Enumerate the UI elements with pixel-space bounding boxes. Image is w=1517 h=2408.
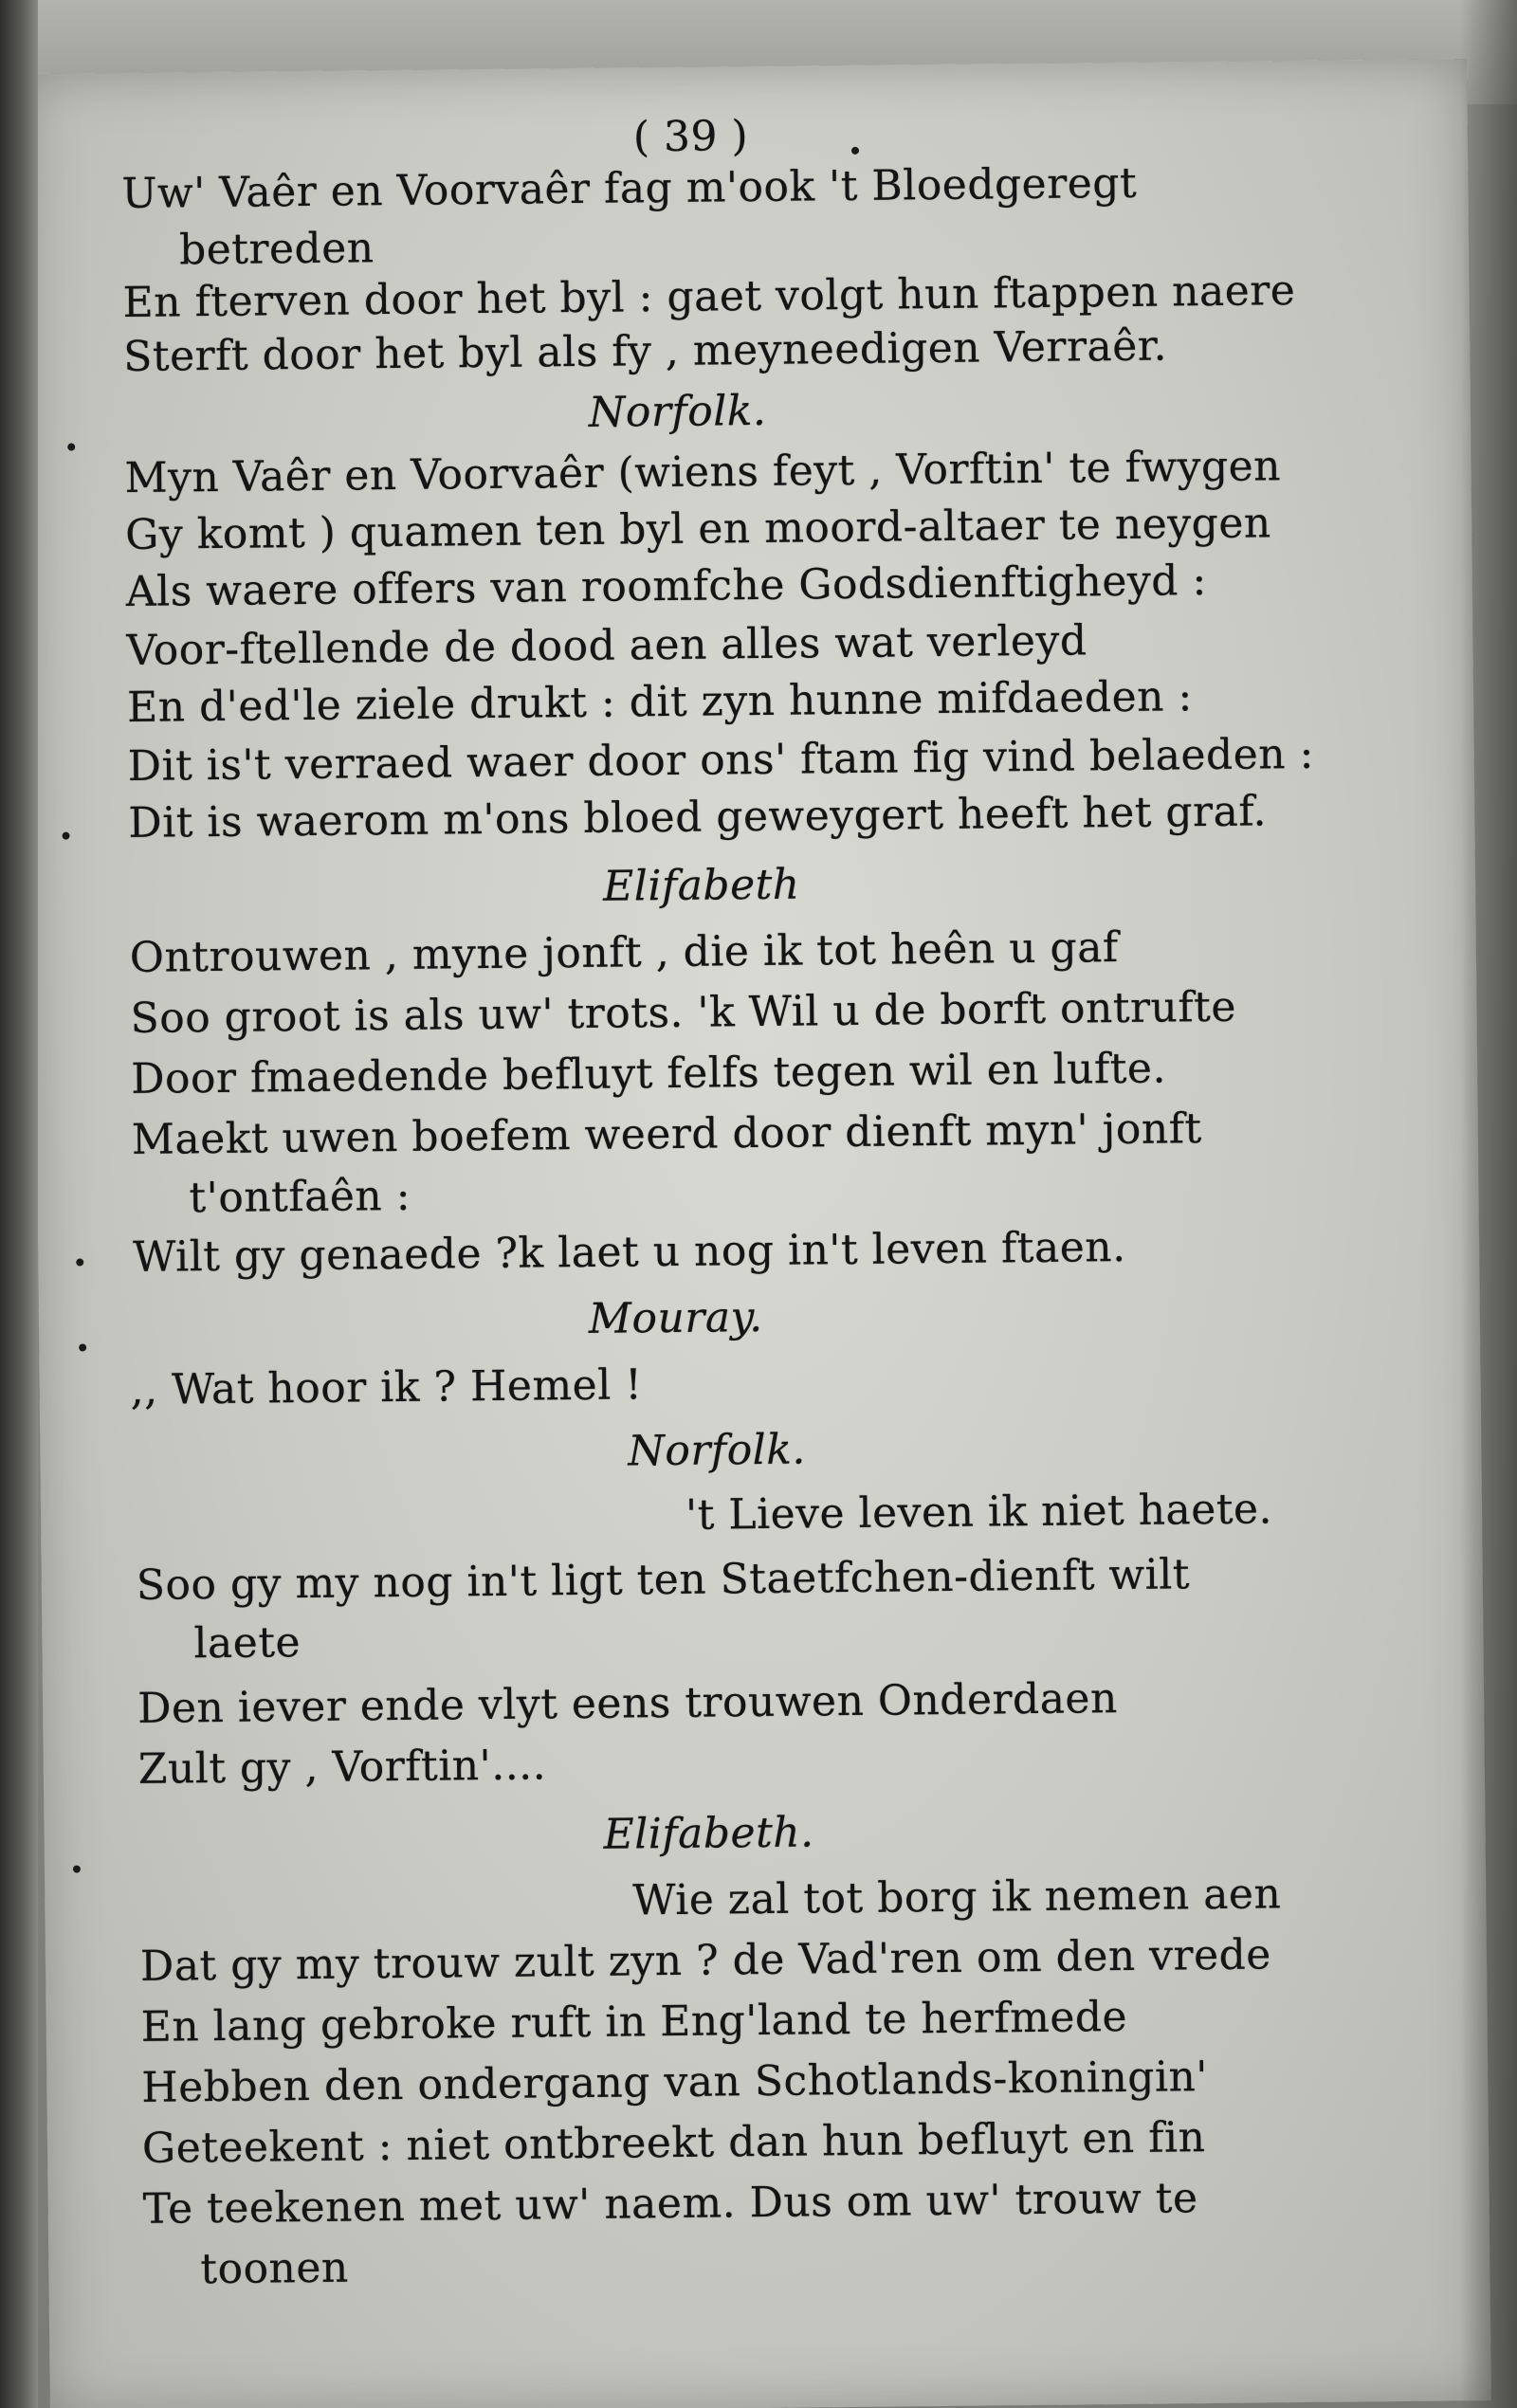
ink-speck — [67, 444, 75, 451]
text-line: Voor-ftellende de dood aen alles wat verleyd — [126, 616, 1087, 675]
text-line: Den iever ende vlyt eens trouwen Onderdaen — [137, 1674, 1119, 1733]
ink-speck — [73, 1866, 81, 1873]
book-binding — [0, 0, 38, 2408]
text-line: Dat gy my trouw zult zyn ? de Vad'ren om den vrede — [139, 1930, 1272, 1991]
text-line: Geteekent : niet ontbreekt dan hun befluyt en fin — [141, 2113, 1206, 2173]
text-line: Ontrouwen , myne jonft , die ik tot heên u gaf — [129, 923, 1119, 982]
ink-speck — [851, 147, 859, 155]
text-line: Dit is't verraed waer door ons' ftam fig vind belaeden : — [127, 729, 1315, 791]
page-edge-shadow — [1460, 0, 1517, 2408]
text-line: Uw' Vaêr en Voorvaêr fag m'ook 't Bloedgeregt — [121, 158, 1138, 218]
text-line: Wilt gy genaede ?k laet u nog in't leven ftaen. — [132, 1222, 1126, 1282]
text-line: Door fmaedende befluyt felfs tegen wil en lufte. — [130, 1044, 1167, 1104]
text-line: 't Lieve leven ik niet haete. — [685, 1485, 1273, 1540]
speaker-name: Elifabeth. — [603, 1808, 814, 1859]
text-line: betreden — [178, 224, 375, 275]
text-line: En d'ed'le ziele drukt : dit zyn hunne mifdaeden : — [126, 672, 1194, 732]
ink-speck — [62, 832, 69, 840]
book-page — [26, 59, 1491, 2408]
text-line: toonen — [200, 2243, 350, 2294]
text-line: ,, Wat hoor ik ? Hemel ! — [130, 1360, 643, 1414]
ink-speck — [79, 1343, 86, 1351]
page-number: ( 39 ) — [632, 112, 749, 162]
speaker-name: Norfolk. — [588, 386, 767, 437]
text-line: En lang gebroke ruft in Eng'land te herfmede — [140, 1992, 1128, 2052]
text-line: Dit is waerom m'ons bloed geweygert heeft het graf. — [128, 787, 1268, 848]
speaker-name: Elifabeth — [602, 860, 800, 911]
speaker-name: Norfolk. — [628, 1425, 807, 1476]
text-line: Gy komt ) quamen ten byl en moord-altaer te neygen — [124, 499, 1271, 559]
text-line: laete — [193, 1618, 302, 1669]
text-line: Te teekenen met uw' naem. Dus om uw' trouw te — [142, 2174, 1198, 2234]
text-line: Wie zal tot borg ik nemen aen — [632, 1870, 1282, 1925]
text-line: Hebben den ondergang van Schotlands-koningin' — [141, 2052, 1209, 2112]
text-line: Sterft door het byl als fy , meyneedigen Verraêr. — [122, 321, 1168, 381]
text-line: Soo groot is als uw' trots. 'k Wil u de borft ontrufte — [130, 982, 1237, 1043]
text-line: t'ontfaên : — [189, 1171, 411, 1223]
speaker-name: Mouray. — [588, 1292, 763, 1343]
text-line: En fterven door het byl : gaet volgt hun ftappen naere — [122, 266, 1296, 327]
text-line: Maekt uwen boefem weerd door dienft myn' jonft — [131, 1104, 1202, 1164]
text-line: Soo gy my nog in't ligt ten Staetfchen-dienft wilt — [136, 1550, 1191, 1610]
text-line: Myn Vaêr en Voorvaêr (wiens feyt , Vorftin' te fwygen — [124, 442, 1282, 502]
text-line: Als waere offers van roomfche Godsdienftigheyd : — [125, 556, 1208, 616]
text-line: Zult gy , Vorftin'.... — [137, 1741, 547, 1794]
ink-speck — [76, 1258, 83, 1266]
